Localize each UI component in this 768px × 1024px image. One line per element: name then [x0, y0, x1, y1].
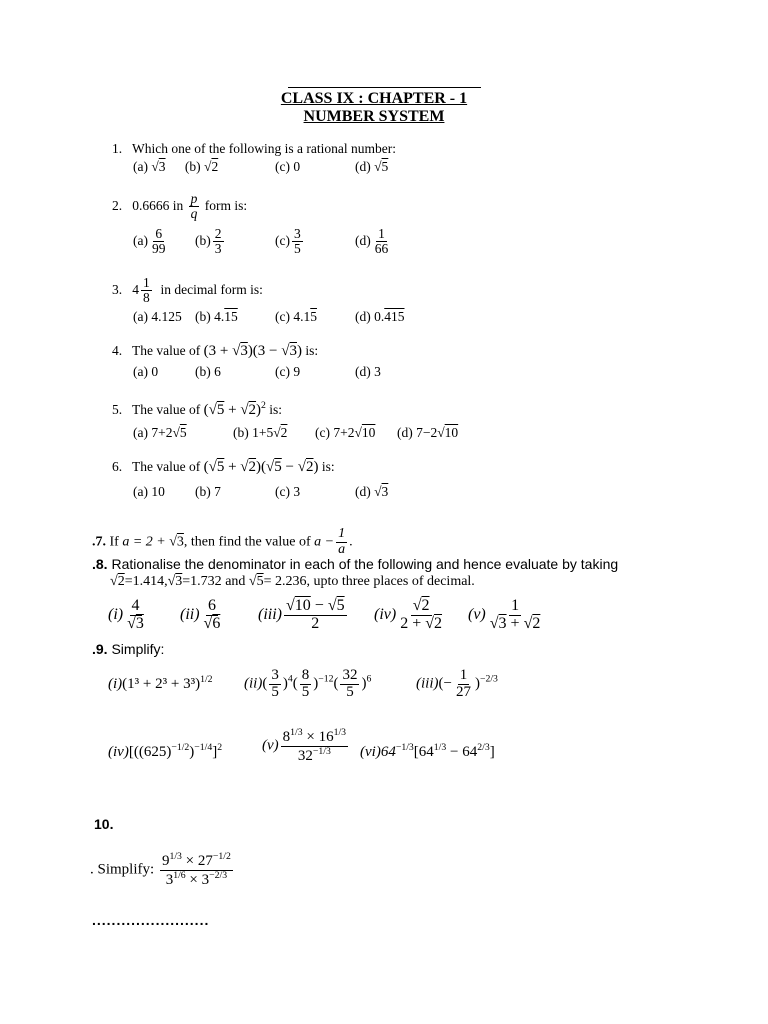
question-6-options	[133, 484, 433, 502]
header-rule	[288, 87, 481, 88]
question-2: 2. 0.6666 in $\frac{p}{q}$ form is:	[112, 191, 248, 222]
question-9: .9. Simplify:	[92, 641, 165, 657]
option-b: (b) 1+5√2	[233, 425, 288, 440]
option-c: (c) $\frac{3}{5}$	[275, 226, 301, 257]
part-ii: (ii)( $\frac{3}{5}$ )$^4$( $\frac{8}{5}$ )$^{-12}$( $\frac{32}{5}$ )$^6$	[244, 667, 372, 700]
option-d: (d) √5	[355, 159, 389, 174]
part-i: $(i)(1^3 + 2^3 + 3^3)^{1/2}$	[108, 674, 213, 692]
question-6: 6. The value of (√5 + √2)(√5 − √2) is:	[112, 459, 335, 475]
option-d: (d) 0.415	[355, 309, 405, 324]
question-5-options	[133, 425, 493, 443]
part-i: (i) $\frac{4}{√3}$	[108, 597, 144, 632]
question-10-expression: $\frac{9^{1/3} \times 27^{-1/2}}{3^{1/6} \times 3^{-2/3}}$	[161, 851, 231, 888]
question-3: 3. 4 $\frac{1}{8}$ in decimal form is:	[112, 275, 263, 306]
option-b: (b) 7	[195, 484, 221, 499]
question-1-options	[133, 159, 389, 175]
question-1-text: Which one of the following is a rational number:	[132, 141, 396, 156]
option-c: (c) 9	[275, 364, 301, 379]
question-4: 4. The value of (3 + √3)(3 − √3) is:	[112, 343, 319, 359]
question-9-row1	[108, 668, 528, 712]
option-a: (a) √3	[133, 159, 166, 174]
option-c: (c) 7+2√10	[315, 425, 376, 440]
question-9-row2	[108, 728, 528, 782]
option-a: (a) $\frac{6}{99}$	[133, 226, 166, 257]
option-d: (d) 3	[355, 364, 381, 379]
option-c: (c) 3	[275, 484, 301, 499]
page-subtitle: NUMBER SYSTEM	[303, 108, 445, 125]
question-2-options	[133, 227, 433, 261]
option-a: (a) 4.125	[133, 309, 182, 324]
option-b: (b) $\frac{2}{3}$	[195, 226, 222, 257]
part-iv: $(iv)[((625)^{-1/2})^{-1/4}]^2$	[108, 742, 223, 760]
option-b: (b) √2	[184, 159, 219, 174]
question-10	[90, 852, 235, 889]
question-8-values: √2=1.414,√3=1.732 and √5= 2.236, upto three places of decimal.	[110, 574, 475, 589]
part-v: (v) $\frac{8^{1/3} \times 16^{1/3}}{32^{-1/3}}$	[262, 727, 347, 764]
question-7: .7. If a = 2 + √3, then find the value of a − $\frac{1}{a}$ .	[92, 526, 353, 557]
option-b: (b) 6	[195, 364, 221, 379]
part-v: (v) $\frac{1}{√3 + √2}$	[468, 597, 541, 632]
question-1: 1. Which one of the following is a rational number:	[112, 141, 396, 156]
footer-dotted-line: ........................	[92, 912, 210, 928]
part-iii: (iii) $\frac{√10 - √5}{2}$	[258, 597, 345, 632]
part-iii: (iii)(− $\frac{1}{27}$ )$^{-2/3}$	[416, 667, 498, 700]
option-c: (c) 4.15	[275, 309, 317, 324]
option-a: (a) 10	[133, 484, 165, 499]
option-a: (a) 7+2√5	[133, 425, 187, 440]
page-title: CLASS IX : CHAPTER - 1	[280, 90, 468, 107]
question-8-parts	[108, 598, 568, 644]
question-8: .8. Rationalise the denominator in each of the following and hence evaluate by taking	[92, 556, 619, 572]
question-3-options	[133, 309, 433, 327]
part-vi: $(vi)64^{-1/3}[64^{1/3} - 64^{2/3}]$	[360, 742, 495, 760]
option-d: (d) $\frac{1}{66}$	[355, 226, 389, 257]
part-ii: (ii) $\frac{6}{√6}$	[180, 597, 221, 632]
question-4-options	[133, 364, 433, 382]
option-c: (c) 0	[275, 159, 301, 174]
option-d: (d) √3	[355, 484, 389, 499]
question-10-number: 10.	[94, 816, 114, 832]
question-10-label: . Simplify:	[90, 861, 155, 878]
option-b: (b) 4.15	[195, 309, 238, 324]
option-a: (a) 0	[133, 364, 159, 379]
part-iv: (iv) $\frac{√2}{2 + √2}$	[374, 597, 443, 632]
option-d: (d) 7−2√10	[397, 425, 459, 440]
question-5: 5. The value of $(√5 + √2)^2$ is:	[112, 400, 283, 418]
